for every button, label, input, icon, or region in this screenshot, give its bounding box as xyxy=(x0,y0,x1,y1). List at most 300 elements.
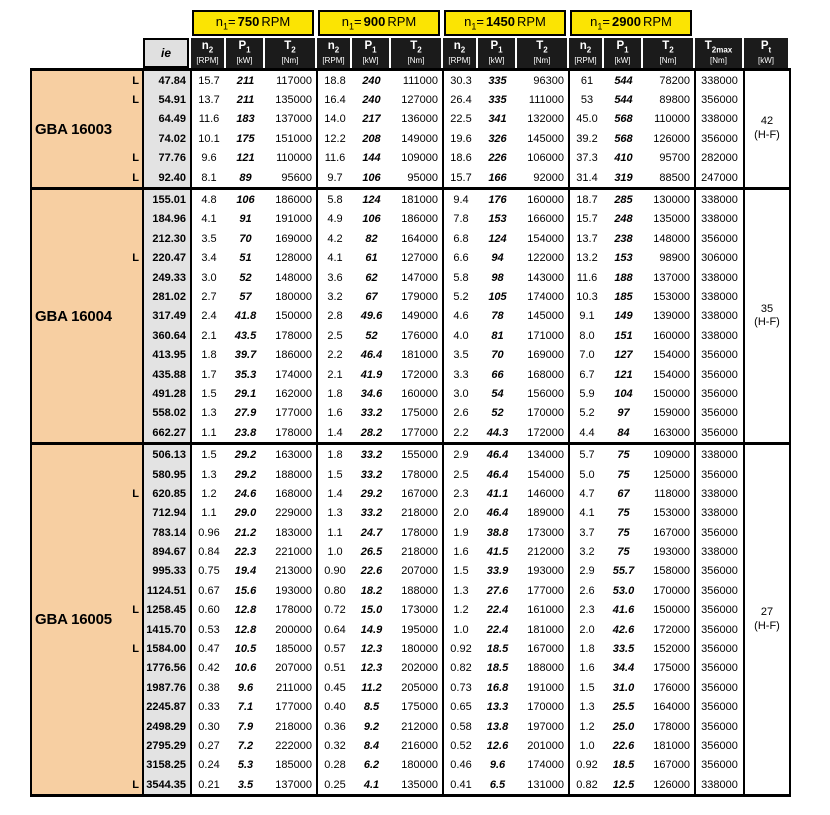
p1-cell: 13.8 xyxy=(486,720,509,733)
symbol-text: n xyxy=(579,40,587,53)
t2max-cell: 356000 xyxy=(695,229,744,248)
t2-cell: 95600 xyxy=(265,168,317,189)
t2-cell: 164000 xyxy=(391,229,443,248)
p1-cell: 11.2 xyxy=(361,681,382,694)
t2-cell: 172000 xyxy=(517,423,569,444)
speed-unit: RPM xyxy=(261,13,291,29)
p1-cell: 13.3 xyxy=(486,701,509,714)
t2-cell: 145000 xyxy=(517,129,569,148)
n2-cell: 8.0 xyxy=(579,329,595,342)
pt-note: (H-F) xyxy=(754,129,780,142)
t2-cell: 185000 xyxy=(265,639,317,658)
p1-cell: 46.4 xyxy=(486,507,509,520)
speed-header-cell xyxy=(444,10,566,36)
t2-cell: 167000 xyxy=(643,523,695,542)
l-flag-cell xyxy=(125,444,143,465)
t2-cell: 109000 xyxy=(391,149,443,168)
p1-cell: 75 xyxy=(617,546,630,559)
p1-cell: 75 xyxy=(617,526,630,539)
t2-cell: 181000 xyxy=(643,736,695,755)
n2-cell: 3.5 xyxy=(201,232,217,245)
p1-cell: 410 xyxy=(614,152,633,165)
pt-value: 35 xyxy=(760,302,774,315)
t2-cell: 178000 xyxy=(265,423,317,444)
n2-cell: 1.4 xyxy=(327,426,343,439)
ratio-cell: 155.01 xyxy=(143,189,191,210)
t2-cell: 178000 xyxy=(391,465,443,484)
n2-cell: 0.51 xyxy=(324,662,346,675)
symbol-subscript: 2 xyxy=(334,45,340,55)
n2-cell: 4.1 xyxy=(327,252,343,265)
t2max-cell: 338000 xyxy=(695,484,744,503)
n2-cell: 0.96 xyxy=(198,526,220,539)
t2max-cell: 338000 xyxy=(695,268,744,287)
t2-cell: 172000 xyxy=(391,365,443,384)
n2-cell: 1.3 xyxy=(201,468,217,481)
header-symbol xyxy=(364,41,376,54)
n2-cell: 9.1 xyxy=(579,310,595,323)
t2max-cell: 356000 xyxy=(695,601,744,620)
t2max-cell: 356000 xyxy=(695,129,744,148)
t2-cell: 150000 xyxy=(265,307,317,326)
p1-cell: 18.2 xyxy=(360,584,383,597)
pt-header xyxy=(744,38,788,68)
p1-cell: 240 xyxy=(352,70,391,91)
n2-cell: 12.2 xyxy=(324,132,346,145)
n2-cell: 10.1 xyxy=(198,132,220,145)
symbol-subscript: 2 xyxy=(417,45,422,55)
p1-cell: 27.9 xyxy=(234,407,257,420)
t2-cell: 173000 xyxy=(517,523,569,542)
table-row xyxy=(31,384,790,403)
n2-cell: 2.9 xyxy=(443,444,478,465)
n2-cell: 2.4 xyxy=(201,310,217,323)
p1-cell: 26.5 xyxy=(360,546,383,559)
t2-cell: 177000 xyxy=(265,404,317,423)
n2-cell: 1.0 xyxy=(579,739,595,752)
header-symbol xyxy=(616,41,628,54)
p1-cell: 335 xyxy=(478,70,517,91)
p1-cell: 22.4 xyxy=(486,604,509,617)
n2-cell: 18.8 xyxy=(317,70,352,91)
table-row xyxy=(31,717,790,736)
p1-cell: 41.8 xyxy=(234,310,257,323)
n2-cell: 3.6 xyxy=(327,271,343,284)
speed-subscript: 1 xyxy=(597,21,603,32)
n2-cell: 10.3 xyxy=(576,290,598,303)
n2-cell: 45.0 xyxy=(576,113,598,126)
l-flag-cell: L xyxy=(125,601,143,620)
t2-cell: 137000 xyxy=(265,775,317,796)
header-symbol xyxy=(328,41,339,54)
speed-subscript: 1 xyxy=(349,21,355,32)
speed-value: 2900 xyxy=(612,13,641,29)
table-row xyxy=(31,129,790,148)
ratio-cell: 506.13 xyxy=(143,444,191,465)
t2-cell: 177000 xyxy=(391,423,443,444)
t2max-cell: 338000 xyxy=(695,326,744,345)
t2-cell: 149000 xyxy=(391,307,443,326)
table-row xyxy=(31,229,790,248)
n2-cell: 0.82 xyxy=(576,778,598,791)
p1-cell: 248 xyxy=(614,213,633,226)
l-flag-cell xyxy=(125,736,143,755)
n2-cell: 16.4 xyxy=(324,94,346,107)
t2-cell: 181000 xyxy=(391,189,443,210)
t2max-cell: 356000 xyxy=(695,562,744,581)
t2-cell: 191000 xyxy=(517,678,569,697)
p1-cell: 18.5 xyxy=(486,662,509,675)
n2-cell: 0.25 xyxy=(324,778,346,791)
p1-header xyxy=(478,38,515,68)
speed-header-cell xyxy=(192,10,314,36)
group-label: GBA 16004 xyxy=(31,189,125,444)
ratio-cell: 1124.51 xyxy=(143,581,191,600)
ratio-cell: 491.28 xyxy=(143,384,191,403)
p1-cell: 121 xyxy=(236,152,255,165)
n2-header xyxy=(443,38,476,68)
table-row xyxy=(31,268,790,287)
t2-cell: 110000 xyxy=(643,110,695,129)
t2max-cell: 356000 xyxy=(695,698,744,717)
n2-cell: 2.6 xyxy=(579,584,595,597)
p1-cell: 104 xyxy=(614,387,633,400)
p1-cell: 44.3 xyxy=(486,426,509,439)
n2-cell: 5.0 xyxy=(579,468,595,481)
t2-cell: 127000 xyxy=(391,90,443,109)
t2-cell: 106000 xyxy=(517,149,569,168)
p1-cell: 98 xyxy=(491,271,504,284)
n2-cell: 0.57 xyxy=(324,643,346,656)
t2-cell: 125000 xyxy=(643,465,695,484)
header-unit: [kW] xyxy=(488,55,505,65)
n2-cell: 9.7 xyxy=(327,171,343,184)
rating-table xyxy=(30,68,791,797)
table-row xyxy=(31,70,790,91)
header-unit: [kW] xyxy=(758,55,774,65)
t2-cell: 207000 xyxy=(265,659,317,678)
speed-unit: RPM xyxy=(387,13,417,29)
t2-cell: 186000 xyxy=(265,345,317,364)
p1-cell: 33.2 xyxy=(360,507,383,520)
p1-cell: 285 xyxy=(604,189,643,210)
t2-cell: 186000 xyxy=(265,189,317,210)
t2max-cell: 356000 xyxy=(695,678,744,697)
n2-cell: 7.8 xyxy=(453,213,469,226)
symbol-subscript: 1 xyxy=(624,45,629,55)
n2-cell: 0.80 xyxy=(324,584,346,597)
t2max-cell: 356000 xyxy=(695,404,744,423)
p1-cell: 124 xyxy=(352,189,391,210)
n2-cell: 1.5 xyxy=(453,565,469,578)
p1-cell: 151 xyxy=(614,329,633,342)
t2max-cell: 356000 xyxy=(695,90,744,109)
n2-cell: 2.6 xyxy=(453,407,469,420)
ratio-cell: 249.33 xyxy=(143,268,191,287)
t2-cell: 177000 xyxy=(265,698,317,717)
header-symbol xyxy=(202,41,213,54)
n2-cell: 11.6 xyxy=(324,152,346,165)
t2-cell: 174000 xyxy=(265,365,317,384)
t2-cell: 174000 xyxy=(517,756,569,775)
p1-cell: 52 xyxy=(491,407,504,420)
t2max-cell: 356000 xyxy=(695,423,744,444)
t2-cell: 154000 xyxy=(643,345,695,364)
speed-symbol: n xyxy=(215,13,224,29)
header-unit: [Nm] xyxy=(710,55,727,65)
n2-cell: 1.2 xyxy=(453,604,469,617)
column-header-row xyxy=(142,38,830,68)
p1-cell: 15.6 xyxy=(234,584,257,597)
ratio-cell: 212.30 xyxy=(143,229,191,248)
p1-cell: 124 xyxy=(488,232,507,245)
p1-cell: 29.2 xyxy=(226,444,265,465)
n2-cell: 0.84 xyxy=(198,546,220,559)
t2max-cell: 338000 xyxy=(695,504,744,523)
p1-cell: 33.2 xyxy=(360,407,383,420)
p1-cell: 39.7 xyxy=(234,349,257,362)
speed-label xyxy=(464,15,546,32)
n2-cell: 2.2 xyxy=(327,349,343,362)
t2-cell: 146000 xyxy=(517,484,569,503)
n2-cell: 3.4 xyxy=(201,252,217,265)
t2-cell: 175000 xyxy=(391,404,443,423)
p1-cell: 7.2 xyxy=(237,739,254,752)
speed-symbol: n xyxy=(341,13,350,29)
symbol-text: T xyxy=(536,40,544,53)
l-flag-cell xyxy=(125,345,143,364)
t2-cell: 149000 xyxy=(391,129,443,148)
t2-cell: 118000 xyxy=(643,484,695,503)
header-unit: [RPM] xyxy=(322,55,345,65)
t2max-cell: 356000 xyxy=(695,717,744,736)
symbol-text: T xyxy=(410,40,418,53)
p1-cell: 75 xyxy=(617,468,630,481)
t2-cell: 175000 xyxy=(643,659,695,678)
t2-cell: 167000 xyxy=(643,756,695,775)
n2-cell: 13.2 xyxy=(576,252,598,265)
p1-cell: 29.0 xyxy=(234,507,257,520)
symbol-text: n xyxy=(201,40,209,53)
t2-cell: 202000 xyxy=(391,659,443,678)
t2max-cell: 356000 xyxy=(695,523,744,542)
t2-cell: 145000 xyxy=(517,307,569,326)
n2-cell: 9.4 xyxy=(443,189,478,210)
n2-cell: 1.1 xyxy=(201,507,217,520)
t2-cell: 205000 xyxy=(391,678,443,697)
p1-cell: 12.3 xyxy=(360,643,383,656)
t2-cell: 229000 xyxy=(265,504,317,523)
t2-cell: 132000 xyxy=(517,110,569,129)
l-flag-cell: L xyxy=(125,90,143,109)
p1-cell: 41.5 xyxy=(486,546,509,559)
l-flag-cell xyxy=(125,268,143,287)
t2max-cell: 356000 xyxy=(695,736,744,755)
t2max-cell: 338000 xyxy=(695,110,744,129)
t2-cell: 180000 xyxy=(265,287,317,306)
t2max-cell: 356000 xyxy=(695,465,744,484)
p1-cell: 238 xyxy=(614,232,633,245)
n2-cell: 1.0 xyxy=(327,546,343,559)
symbol-subscript: 2 xyxy=(586,45,592,55)
table-row xyxy=(31,504,790,523)
t2-cell: 183000 xyxy=(265,523,317,542)
header-symbol xyxy=(662,41,673,54)
n2-cell: 1.5 xyxy=(327,468,343,481)
t2-cell: 172000 xyxy=(643,620,695,639)
p1-cell: 35.3 xyxy=(234,368,257,381)
table-row xyxy=(31,249,790,268)
n2-cell: 1.3 xyxy=(201,407,217,420)
t2-cell: 127000 xyxy=(391,249,443,268)
t2-cell: 175000 xyxy=(391,698,443,717)
t2-cell: 167000 xyxy=(391,484,443,503)
t2-cell: 222000 xyxy=(265,736,317,755)
t2max-cell: 356000 xyxy=(695,581,744,600)
p1-cell: 94 xyxy=(491,252,504,265)
p1-cell: 105 xyxy=(488,290,507,303)
symbol-text: P xyxy=(616,40,625,53)
pt-value: 27 xyxy=(760,606,774,619)
l-flag-cell xyxy=(125,756,143,775)
n2-cell: 5.8 xyxy=(453,271,469,284)
speed-header-row xyxy=(190,10,830,36)
t2-cell: 154000 xyxy=(517,465,569,484)
t2-cell: 150000 xyxy=(643,601,695,620)
t2-cell: 163000 xyxy=(643,423,695,444)
table-row xyxy=(31,149,790,168)
t2-cell: 170000 xyxy=(517,698,569,717)
n2-cell: 2.3 xyxy=(453,487,469,500)
speed-label xyxy=(590,15,672,32)
l-flag-cell xyxy=(125,404,143,423)
l-flag-cell xyxy=(125,581,143,600)
ratio-cell: 1258.45 xyxy=(143,601,191,620)
n2-cell: 0.58 xyxy=(450,720,472,733)
n2-cell: 1.2 xyxy=(201,487,217,500)
p1-cell: 149 xyxy=(614,310,633,323)
n2-cell: 0.46 xyxy=(450,759,472,772)
speed-symbol: n xyxy=(590,13,598,29)
table-row xyxy=(31,210,790,229)
n2-cell: 0.40 xyxy=(324,701,346,714)
t2max-cell: 247000 xyxy=(695,168,744,189)
n2-cell: 0.47 xyxy=(198,643,220,656)
speed-subscript: 1 xyxy=(471,21,477,32)
header-unit: [kW] xyxy=(236,55,253,65)
l-flag-cell xyxy=(125,523,143,542)
p1-cell: 46.4 xyxy=(478,444,517,465)
n2-cell: 22.5 xyxy=(450,113,472,126)
n2-cell: 0.28 xyxy=(324,759,346,772)
symbol-subscript: 1 xyxy=(372,45,377,55)
n2-cell: 14.0 xyxy=(324,113,346,126)
p1-cell: 10.6 xyxy=(234,662,257,675)
p1-header xyxy=(604,38,641,68)
pt-value: 42 xyxy=(760,115,774,128)
n2-cell: 1.5 xyxy=(191,444,226,465)
ratio-cell: 220.47 xyxy=(143,249,191,268)
symbol-text: T xyxy=(704,40,712,53)
p1-cell: 226 xyxy=(488,152,507,165)
t2-cell: 152000 xyxy=(643,639,695,658)
l-flag-cell: L xyxy=(125,70,143,91)
p1-cell: 34.6 xyxy=(360,387,383,400)
t2-cell: 218000 xyxy=(391,542,443,561)
ratio-cell: 580.95 xyxy=(143,465,191,484)
t2max-cell: 356000 xyxy=(695,345,744,364)
n2-cell: 1.1 xyxy=(201,426,217,439)
n2-cell: 30.3 xyxy=(443,70,478,91)
n2-cell: 13.7 xyxy=(198,94,220,107)
table-row xyxy=(31,484,790,503)
n2-cell: 5.2 xyxy=(579,407,595,420)
ratio-cell: 2498.29 xyxy=(143,717,191,736)
n2-cell: 1.6 xyxy=(453,546,469,559)
p1-cell: 23.8 xyxy=(234,426,257,439)
ratio-cell: 77.76 xyxy=(143,149,191,168)
n2-cell: 37.3 xyxy=(576,152,598,165)
n2-cell: 3.2 xyxy=(327,290,343,303)
n2-cell: 0.36 xyxy=(324,720,346,733)
n2-cell: 1.8 xyxy=(317,444,352,465)
pt-note: (H-F) xyxy=(754,619,780,632)
p1-cell: 31.0 xyxy=(612,681,635,694)
p1-cell: 55.7 xyxy=(612,565,635,578)
n2-cell: 2.9 xyxy=(579,565,595,578)
ratio-cell: 712.94 xyxy=(143,504,191,523)
speed-equals: = xyxy=(602,13,611,29)
t2-cell: 179000 xyxy=(391,287,443,306)
header-unit: [Nm] xyxy=(281,55,299,65)
t2max-cell: 338000 xyxy=(695,775,744,796)
t2-cell: 164000 xyxy=(643,698,695,717)
n2-cell: 5.8 xyxy=(317,189,352,210)
table-row xyxy=(31,168,790,189)
n2-cell: 8.1 xyxy=(201,171,217,184)
pt-cell xyxy=(744,444,790,796)
header-unit: [Nm] xyxy=(407,55,425,65)
p1-cell: 29.1 xyxy=(234,387,257,400)
symbol-subscript: 2 xyxy=(291,45,296,55)
l-flag-cell xyxy=(125,562,143,581)
t2-cell: 150000 xyxy=(643,384,695,403)
l-flag-cell xyxy=(125,307,143,326)
n2-cell: 3.3 xyxy=(453,368,469,381)
t2-cell: 201000 xyxy=(517,736,569,755)
p1-cell: 51 xyxy=(239,252,252,265)
n2-cell: 0.32 xyxy=(324,739,346,752)
t2-cell: 169000 xyxy=(265,229,317,248)
p1-cell: 33.2 xyxy=(360,468,383,481)
p1-cell: 75 xyxy=(617,507,630,520)
n2-header xyxy=(569,38,602,68)
t2-cell: 166000 xyxy=(517,210,569,229)
p1-cell: 97 xyxy=(617,407,630,420)
ratio-header: ie xyxy=(143,38,189,68)
l-flag-cell: L xyxy=(125,149,143,168)
l-flag-cell xyxy=(125,189,143,210)
speed-label xyxy=(342,15,416,32)
ratio-cell: 2245.87 xyxy=(143,698,191,717)
header-unit: [Nm] xyxy=(659,55,677,65)
speed-equals: = xyxy=(476,13,485,29)
t2-cell: 170000 xyxy=(517,404,569,423)
p1-cell: 33.9 xyxy=(486,565,509,578)
t2-cell: 98900 xyxy=(643,249,695,268)
p1-cell: 4.1 xyxy=(363,778,380,791)
l-flag-cell xyxy=(125,717,143,736)
